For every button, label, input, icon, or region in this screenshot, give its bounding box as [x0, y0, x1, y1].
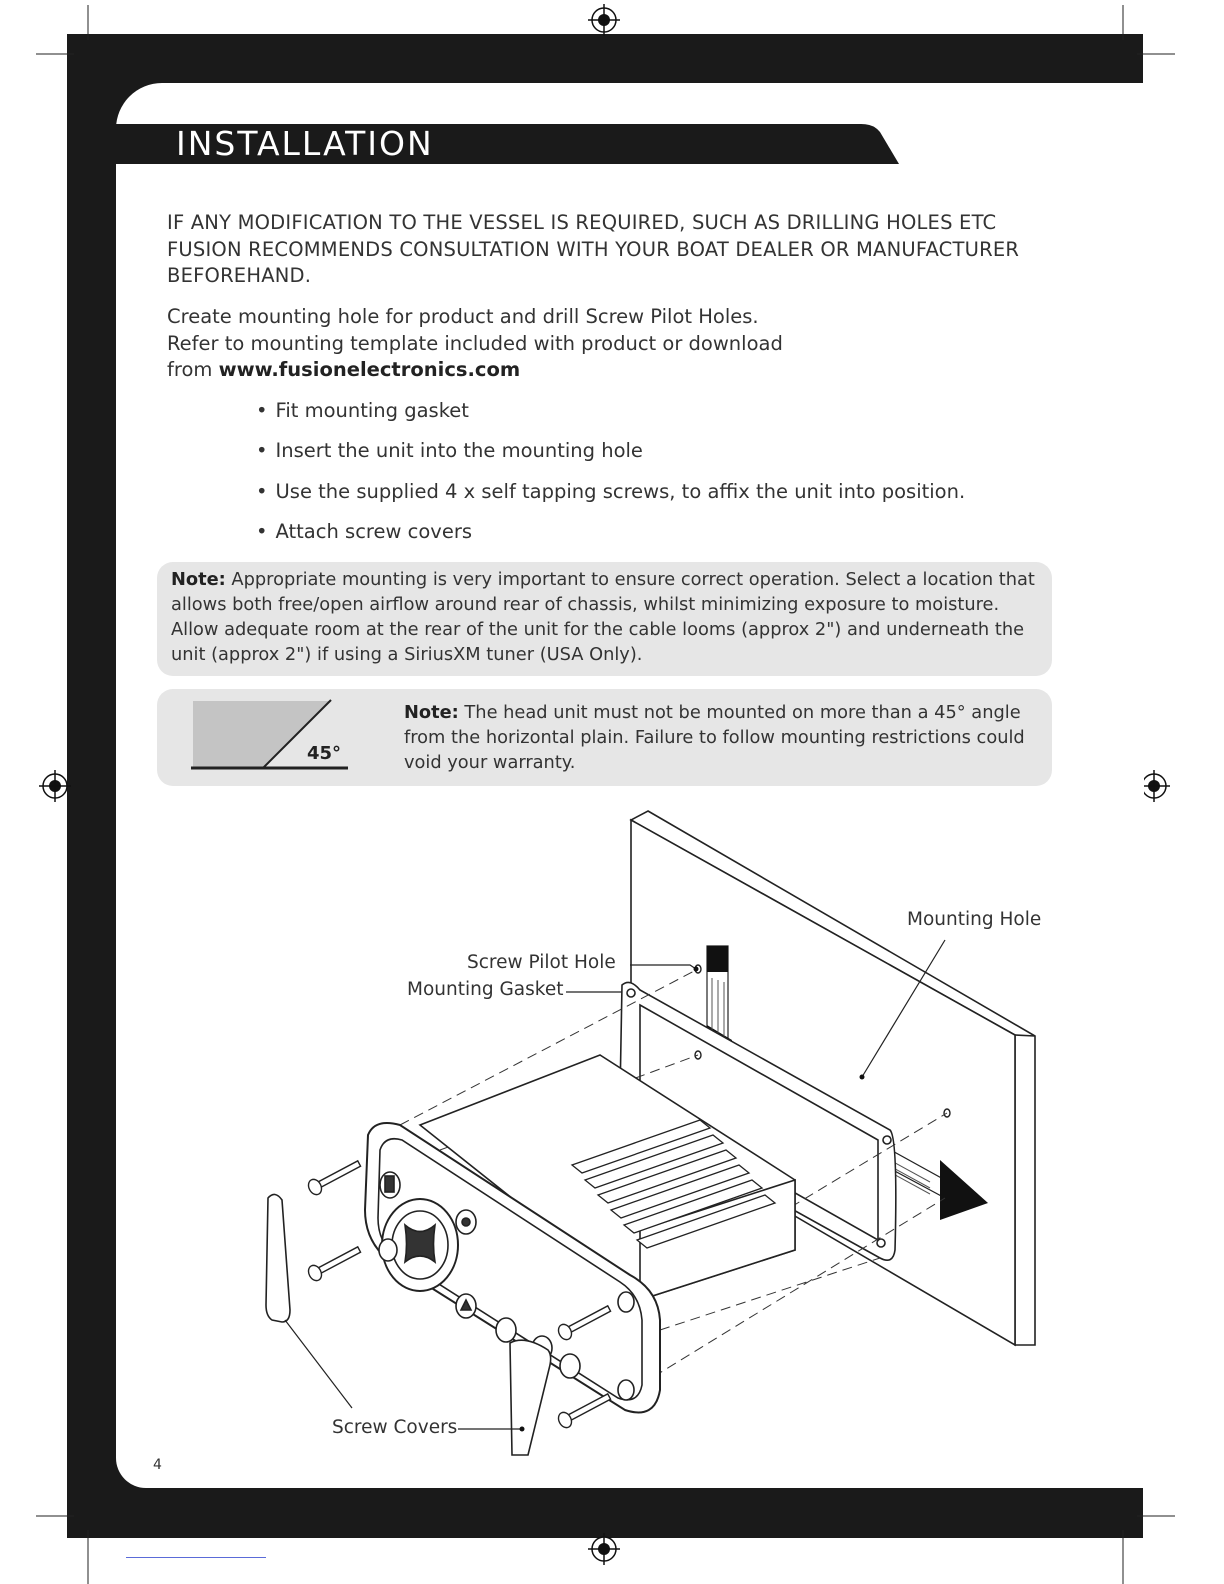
step-item: • Attach screw covers: [256, 518, 965, 558]
page-number: 4: [153, 1457, 162, 1473]
warning-text: IF ANY MODIFICATION TO THE VESSEL IS REQUIRED, SUCH AS DRILLING HOLES ETC FUSION RECOMMENDS CONSULTATION WITH YOUR BOAT DEALER OR MANUFACTURER BEFOREHAND.: [167, 211, 1020, 287]
note-body: Appropriate mounting is very important to ensure correct operation. Select a location that allows both free/open airflow around rear of chassis, whilst minimizing exposure to moisture. Allow adequate room at the rear of the unit for the cable looms (approx 2") and underneath the unit (approx 2") if using a SiriusXM tuner (USA Only).: [171, 569, 1035, 665]
note-label: Note:: [171, 569, 226, 590]
intro-line-1: Create mounting hole for product and drill Screw Pilot Holes.: [167, 305, 759, 328]
page-title: INSTALLATION: [176, 124, 434, 163]
intro-line-2: Refer to mounting template included with product or download: [167, 331, 783, 355]
label-screw-covers: Screw Covers: [332, 1417, 458, 1438]
angle-label: 45°: [307, 743, 342, 764]
intro-prefix: from: [167, 358, 219, 381]
label-mounting-hole: Mounting Hole: [907, 909, 1042, 930]
label-mounting-gasket: Mounting Gasket: [407, 979, 564, 1000]
website-link[interactable]: www.fusionelectronics.com: [218, 358, 521, 381]
note-label: Note:: [404, 702, 459, 723]
step-item: • Fit mounting gasket: [256, 397, 965, 437]
step-item: • Insert the unit into the mounting hole: [256, 437, 965, 477]
bottom-rule: [126, 1557, 266, 1558]
step-item: • Use the supplied 4 x self tapping screws, to affix the unit into position.: [256, 478, 965, 518]
label-screw-pilot-hole: Screw Pilot Hole: [467, 952, 616, 973]
note-body: The head unit must not be mounted on more than a 45° angle from the horizontal plain. Failure to follow mounting restrictions could void your warranty.: [404, 702, 1025, 773]
